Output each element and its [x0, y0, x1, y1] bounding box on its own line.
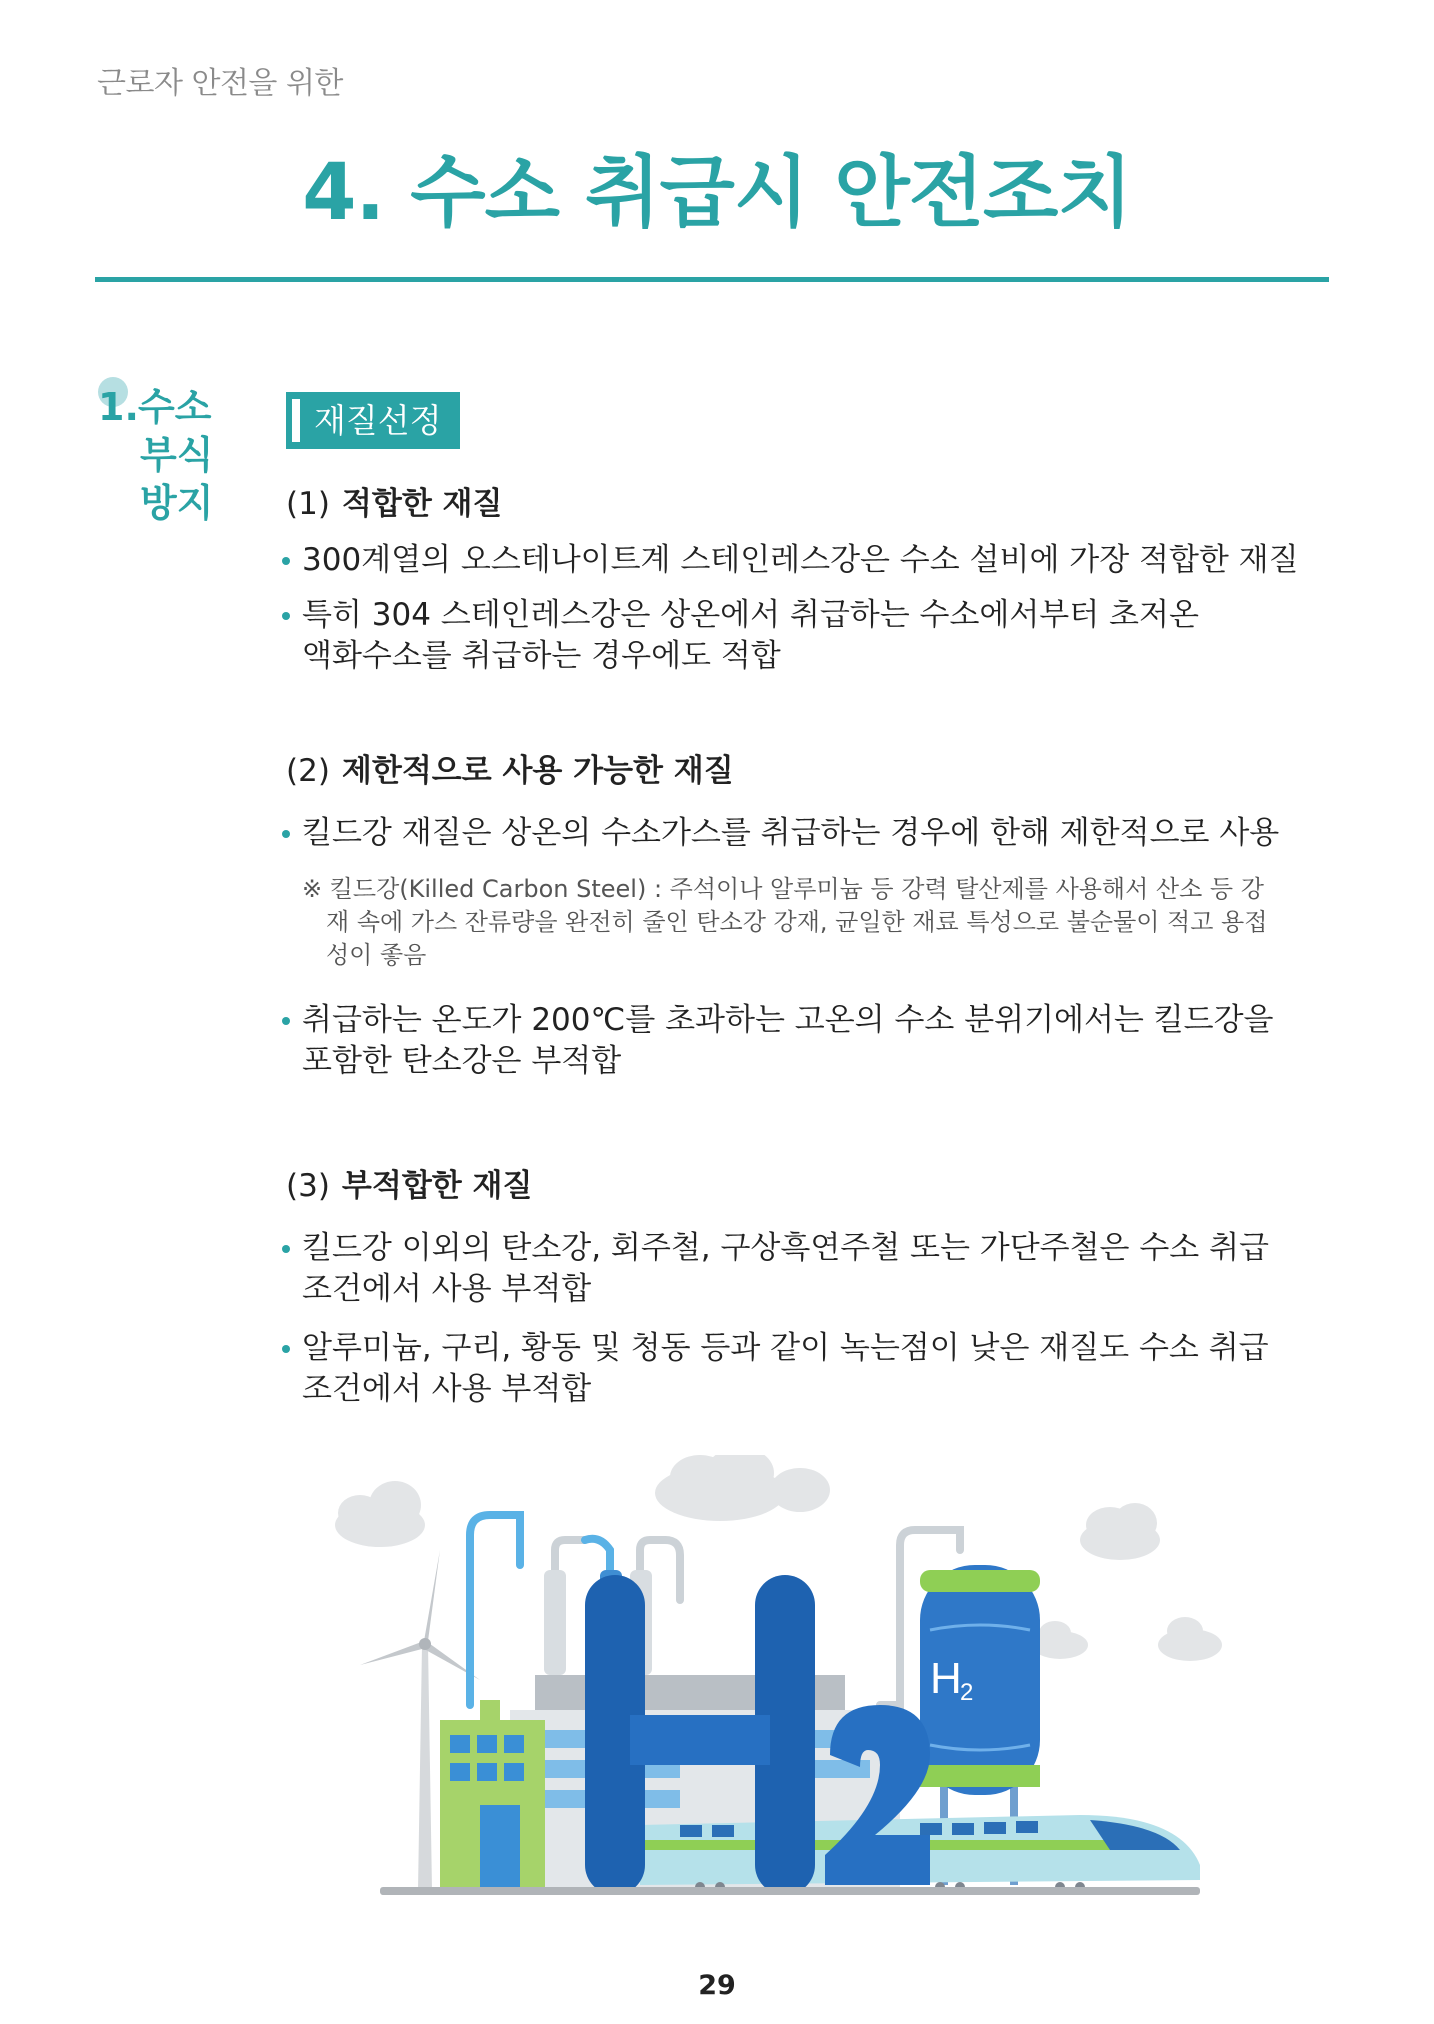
section-line-3: 방지 — [140, 481, 214, 525]
page-title: 4. 수소 취급시 안전조치 — [302, 148, 1132, 238]
bullet-item: 특히 304 스테인레스강은 상온에서 취급하는 수소에서부터 초저온 액화수소를 취급하는 경우에도 적합 — [282, 595, 1302, 677]
bullet-item: 킬드강 재질은 상온의 수소가스를 취급하는 경우에 한해 제한적으로 사용 — [282, 813, 1302, 854]
bullet-item: 킬드강 이외의 탄소강, 회주철, 구상흑연주철 또는 가단주철은 수소 취급 조건에서 사용 부적합 — [282, 1228, 1302, 1310]
cloud-icon — [1158, 1617, 1222, 1661]
bullet-dot-icon — [282, 830, 290, 838]
section-number: 1. — [98, 385, 139, 429]
topic-tag-label: 재질선정 — [314, 401, 442, 440]
big-2-label: 2 — [840, 1455, 841, 1456]
big-h-label: H — [591, 1455, 592, 1456]
tag-bar — [292, 399, 300, 442]
cloud-icon — [1080, 1503, 1160, 1560]
title-divider — [95, 277, 1329, 282]
subsection-heading-3: (3) 부적합한 재질 — [286, 1168, 533, 1204]
tank-h-label: H — [930, 1654, 962, 1703]
cloud-icon — [335, 1481, 425, 1547]
page-number: 29 — [698, 1970, 736, 2001]
section-line-2: 부식 — [140, 433, 214, 477]
running-header: 근로자 안전을 위한 — [97, 66, 343, 101]
big-h2-letters — [585, 1455, 930, 1895]
subsection-heading-2: (2) 제한적으로 사용 가능한 재질 — [286, 753, 734, 789]
bullet-dot-icon — [282, 1245, 290, 1253]
bullet-dot-icon — [282, 1345, 290, 1353]
cloud-icon — [1032, 1621, 1088, 1659]
footnote: ※ 킬드강(Killed Carbon Steel) : 주석이나 알루미늄 등 강력 탈산제를 사용해서 산소 등 강재 속에 가스 잔류량을 완전히 줄인 탄소강 강재, 균일한 재료 특성으로 불순물이 적고 용접성이 좋음 — [302, 875, 1268, 969]
tank-2-label: 2 — [960, 1679, 974, 1706]
bullet-dot-icon — [282, 1017, 290, 1025]
hydrogen-plant-illustration — [320, 1455, 1240, 1910]
topic-tag — [286, 392, 460, 449]
bullet-item: 300계열의 오스테나이트계 스테인레스강은 수소 설비에 가장 적합한 재질 — [282, 540, 1302, 581]
bullet-item: 알루미늄, 구리, 황동 및 청동 등과 같이 녹는점이 낮은 재질도 수소 취급 조건에서 사용 부적합 — [282, 1328, 1302, 1410]
bullet-dot-icon — [282, 612, 290, 620]
subsection-heading-1: (1) 적합한 재질 — [286, 486, 503, 522]
section-label — [98, 383, 213, 527]
section-line-1: 수소 — [138, 385, 212, 429]
bullet-dot-icon — [282, 557, 290, 565]
bullet-item: 취급하는 온도가 200℃를 초과하는 고온의 수소 분위기에서는 킬드강을 포함한 탄소강은 부적합 — [282, 1000, 1302, 1082]
cloud-icon — [655, 1455, 830, 1521]
